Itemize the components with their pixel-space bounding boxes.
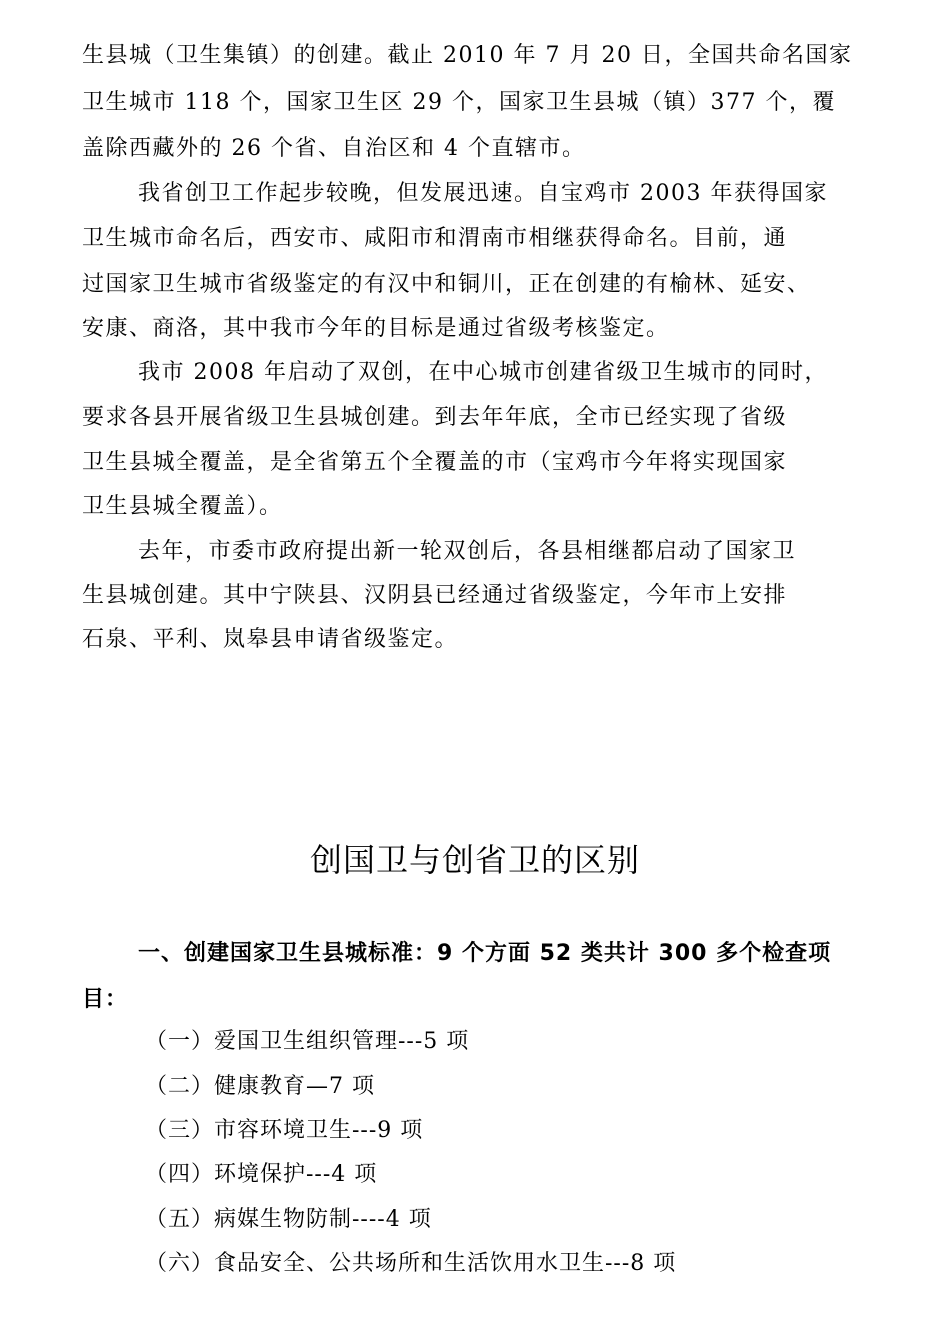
list-item: （二）健康教育—7 项 (145, 1074, 375, 1099)
paragraph-2-line-1: 我省创卫工作起步较晚，但发展迅速。自宝鸡市 2003 年获得国家 (138, 181, 828, 206)
paragraph-3-line-2: 要求各县开展省级卫生县城创建。到去年年底，全市已经实现了省级 (82, 405, 788, 430)
paragraph-4-line-2: 生县城创建。其中宁陕县、汉阴县已经通过省级鉴定，今年市上安排 (82, 583, 788, 608)
list-item: （五）病媒生物防制----4 项 (145, 1207, 432, 1232)
paragraph-3-line-3: 卫生县城全覆盖，是全省第五个全覆盖的市（宝鸡市今年将实现国家 (82, 450, 788, 475)
section-title: 创国卫与创省卫的区别 (309, 841, 640, 879)
list-item: （六）食品安全、公共场所和生活饮用水卫生---8 项 (145, 1251, 677, 1276)
paragraph-4-line-1: 去年，市委市政府提出新一轮双创后，各县相继都启动了国家卫 (138, 539, 797, 564)
paragraph-1-line-1: 生县城（卫生集镇）的创建。截止 2010 年 7 月 20 日，全国共命名国家 (82, 43, 853, 68)
list-item: （三）市容环境卫生---9 项 (145, 1118, 424, 1143)
paragraph-3-line-4: 卫生县城全覆盖）。 (82, 494, 283, 519)
list-item: （一）爱国卫生组织管理---5 项 (145, 1029, 470, 1054)
list-item: （四）环境保护---4 项 (145, 1162, 378, 1187)
paragraph-4-line-3: 石泉、平利、岚皋县申请省级鉴定。 (82, 627, 459, 652)
paragraph-3-line-1: 我市 2008 年启动了双创，在中心城市创建省级卫生城市的同时， (138, 360, 828, 385)
paragraph-1-line-2: 卫生城市 118 个，国家卫生区 29 个，国家卫生县城（镇）377 个，覆 (82, 90, 836, 115)
section-heading-line-2: 目： (82, 987, 129, 1012)
paragraph-2-line-3: 过国家卫生城市省级鉴定的有汉中和铜川，正在创建的有榆林、延安、 (82, 272, 811, 297)
paragraph-2-line-4: 安康、商洛，其中我市今年的目标是通过省级考核鉴定。 (82, 316, 670, 341)
section-heading-line-1: 一、创建国家卫生县城标准：9 个方面 52 类共计 300 多个检查项 (138, 941, 832, 966)
paragraph-1-line-3: 盖除西藏外的 26 个省、自治区和 4 个直辖市。 (82, 136, 586, 161)
paragraph-2-line-2: 卫生城市命名后，西安市、咸阳市和渭南市相继获得命名。目前，通 (82, 226, 788, 251)
